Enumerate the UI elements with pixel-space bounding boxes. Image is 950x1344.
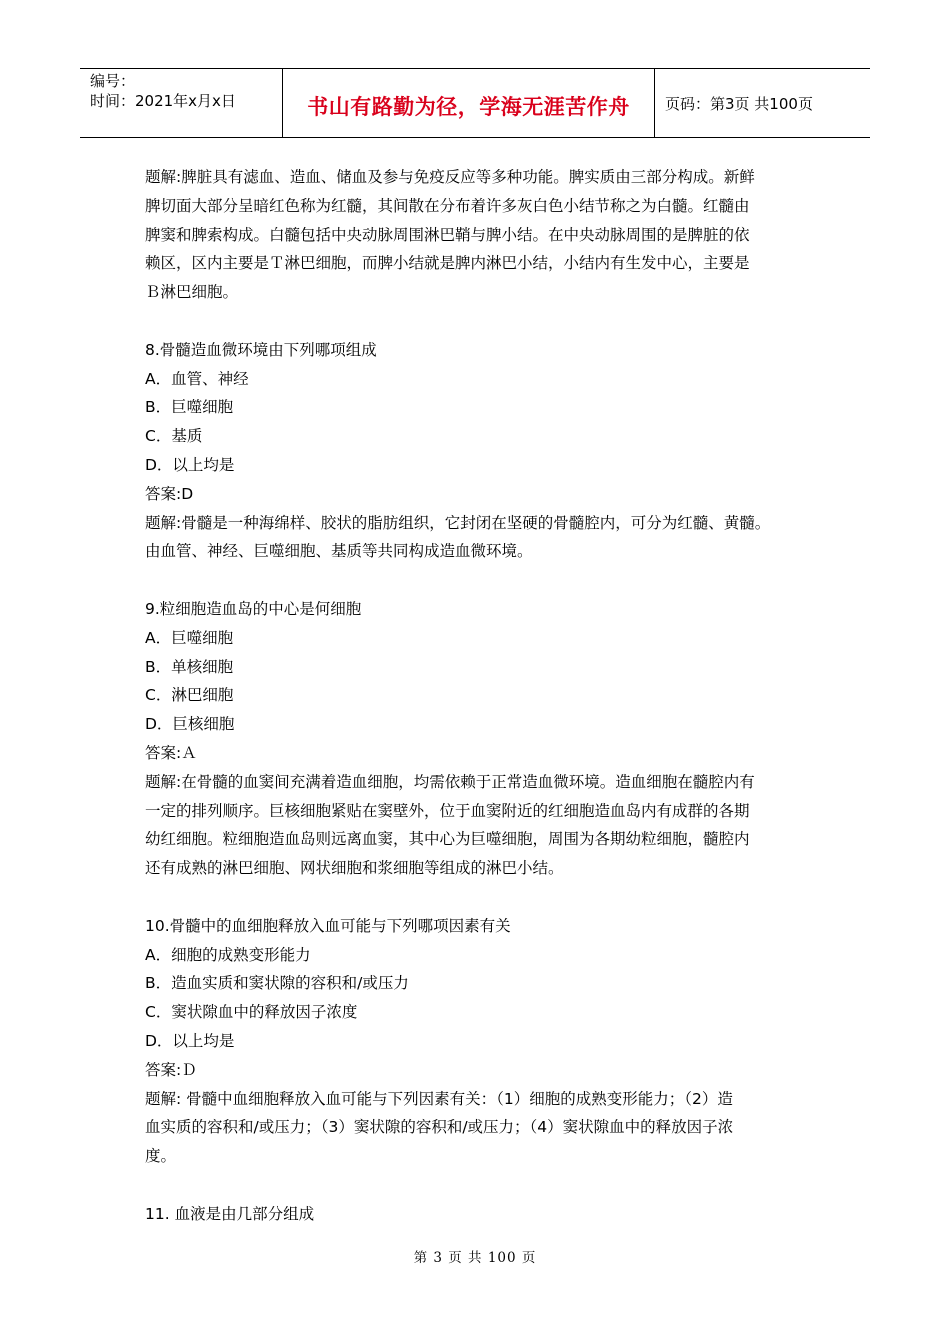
option-c: C．窦状隙血中的释放因子浓度 — [145, 1003, 358, 1022]
option-a: A．血管、神经 — [145, 369, 249, 388]
question-9: 9.粒细胞造血岛的中心是何细胞 — [145, 599, 362, 618]
motto: 书山有路勤为径，学海无涯苦作舟 — [307, 95, 630, 119]
option-a: A．细胞的成熟变形能力 — [145, 945, 311, 964]
option-c: C．基质 — [145, 427, 203, 446]
explanation-line: 还有成熟的淋巴细胞、网状细胞和浆细胞等组成的淋巴小结。 — [145, 859, 564, 878]
explanation-line: 由血管、神经、巨噬细胞、基质等共同构成造血微环境。 — [145, 542, 533, 561]
option-a: A．巨噬细胞 — [145, 628, 234, 647]
spacer — [145, 1171, 825, 1200]
explanation-line: 赖区，区内主要是Ｔ淋巴细胞，而脾小结就是脾内淋巴小结，小结内有生发中心，主要是 — [145, 254, 750, 273]
explanation-line: Ｂ淋巴细胞。 — [145, 283, 239, 302]
option-d: D．以上均是 — [145, 1031, 235, 1050]
spacer — [145, 307, 825, 336]
option-b: B．巨噬细胞 — [145, 398, 234, 417]
question-11: 11. 血液是由几部分组成 — [145, 1204, 315, 1223]
answer: 答案:Ａ — [145, 743, 197, 762]
page-header — [80, 68, 870, 138]
option-d: D．以上均是 — [145, 455, 235, 474]
explanation-line: 题解:脾脏具有滤血、造血、储血及参与免疫反应等多种功能。脾实质由三部分构成。新鲜 — [145, 168, 755, 186]
option-b: B．造血实质和窦状隙的容积和/或压力 — [145, 974, 409, 993]
explanation-line: 脾窦和脾索构成。白髓包括中央动脉周围淋巴鞘与脾小结。在中央动脉周围的是脾脏的依 — [145, 225, 750, 244]
page-footer: 第 3 页 共 100 页 — [413, 1250, 537, 1266]
explanation-line: 幼红细胞。粒细胞造血岛则远离血窦，其中心为巨噬细胞，周围为各期幼粒细胞，髓腔内 — [145, 830, 750, 849]
answer: 答案:D — [145, 484, 194, 503]
question-8: 8.骨髓造血微环境由下列哪项组成 — [145, 340, 377, 359]
explanation-line: 一定的排列顺序。巨核细胞紧贴在窦壁外，位于血窦附近的红细胞造血岛内有成群的各期 — [145, 801, 750, 820]
header-meta-cell — [80, 69, 283, 137]
header-page-cell — [655, 69, 870, 137]
time-label: 时间：2021年x月x日 — [90, 92, 236, 110]
explanation-line: 题解:骨髓是一种海绵样、胶状的脂肪组织，它封闭在坚硬的骨髓腔内，可分为红髓、黄髓。 — [145, 513, 771, 532]
answer: 答案:Ｄ — [145, 1060, 197, 1079]
option-c: C．淋巴细胞 — [145, 686, 234, 705]
explanation-line: 题解:在骨髓的血窦间充满着造血细胞，均需依赖于正常造血微环境。造血细胞在髓腔内有 — [145, 772, 755, 791]
explanation-line: 血实质的容积和/或压力；（3）窦状隙的容积和/或压力；（4）窦状隙血中的释放因子浓 — [145, 1118, 734, 1137]
explanation-line: 题解: 骨髓中血细胞释放入血可能与下列因素有关：（1）细胞的成熟变形能力；（2）造 — [145, 1089, 733, 1108]
spacer — [145, 883, 825, 912]
page-info: 页码：第3页 共100页 — [665, 95, 813, 113]
explanation-line: 度。 — [145, 1147, 177, 1166]
explanation-line: 脾切面大部分呈暗红色称为红髓，其间散在分布着许多灰白色小结节称之为白髓。红髓由 — [145, 196, 750, 215]
option-b: B．单核细胞 — [145, 657, 234, 676]
number-label: 编号： — [90, 72, 136, 90]
spacer — [145, 566, 825, 595]
document-body — [145, 163, 825, 1228]
option-d: D．巨核细胞 — [145, 715, 235, 734]
question-10: 10.骨髓中的血细胞释放入血可能与下列哪项因素有关 — [145, 916, 511, 935]
header-motto-cell — [283, 69, 655, 137]
